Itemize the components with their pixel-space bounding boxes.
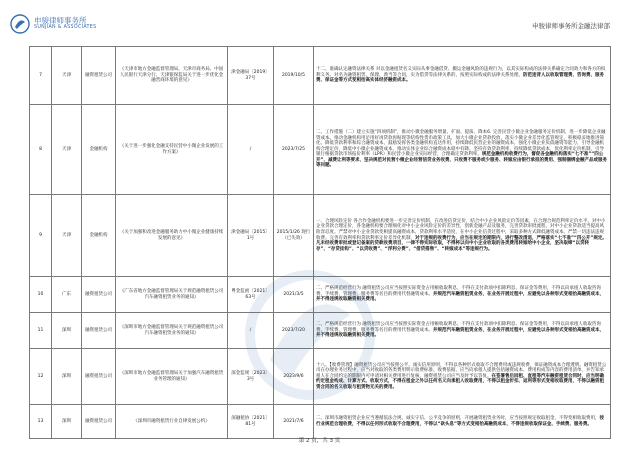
- provision-text: 二、工作措施（二）建立实施“四项机制”，推动小微金融服务增量、扩面、提质、降本6. 完善民营小微企业金融服务定价机制，进一步降低企业融资成本。推动金融机构用足用好再贷款再贴现等结构性货币政策工具，加大小微企业贷款投放，落实小微企业差异化监管规定，积极稳妥地推进简化、降低贷款利率和综合融资成本，鼓励发挥各类金融机构直达作用，持续降低民营企业的融资成本，强化小微企业负债融资等能力，引导金融机构合理定价，降低中小微企业融资成本，推动实体企业综合融资成本稳中有降。坚持有效贷款利率，持续降低贷款成本，优化利率定价机制，引导银行根据贷款市场报价利率（LPR）和民营小微企业实际经营，合理确定贷款利率。: [316, 129, 606, 158]
- page-header: [0, 0, 639, 44]
- row-number-cell: 12: [30, 349, 52, 405]
- regulation-table-body: [30, 47, 611, 439]
- table-row: [30, 105, 611, 195]
- provision-text: 一、合理风险定价 各合作金融机构要进一步完善定价机制，在改进信贷定价，结合中小企业风险定价等因素，在合理合规范利率定价水平。对中小企业贷款合理定价，各金融机构要合理细化对中小企业风险定价的差异性，创新金融产品及服务，完善贷款审批流程，对中小企业贷款适当提高风险容忍度。严禁对中小企业贷款变相提高融资成本，贷款利率水平适度，在中小企业信贷过程中，采取多种方式降低融资成本，严禁一切违法违规收费。完善有效利率和贷款利率定价差异化机制，: [316, 218, 606, 241]
- table-row: [30, 47, 611, 105]
- document-header-title: 申骏律师事务所金融法律部: [532, 22, 610, 30]
- provision-emphasis-text: 并规范汽车融资租赁业务，在业务开展过程中，应避免以各种形式变相抬高融资成本，并不得违规收取融资相关费用。: [316, 327, 604, 339]
- provision-text: 十八、【收费管理】融资租赁公司应当按照公平、诚实信用原则，不得以各种形式收取不合理费用或违规收费，保证融资成本合理透明。融资租赁公司在办理业务过程中，应当对收取的各类费用明示收费标准、收费依据，应当向承租人提供包括融资成本、费用构成等内容的费用清单，并告知承租人在合同约定的期限内可申请对相关费用进行复核，融资租赁公司应当及时予以答复。: [316, 362, 607, 379]
- region-cell: 天津: [52, 105, 82, 195]
- provision-emphasis-text: 规范金融机构收费行为，督促各金融机构落实“七不准”“四公开”、减费让利等要求，坚决规范对民营小微企业经营信贷业务收费、只收费不服务或少服务、转嫁应由银行承担的费用、强制捆绑金融产品或服务等问题。: [316, 152, 607, 169]
- provision-content-cell: [314, 277, 611, 313]
- firm-logo: [10, 14, 170, 36]
- provision-content-cell: [314, 313, 611, 349]
- document-number-cell: /: [228, 313, 274, 349]
- entity-type-cell: 金融机构: [82, 195, 116, 277]
- region-cell: 天津: [52, 195, 82, 277]
- document-number-cell: 津金融局〔2019〕37号: [228, 47, 274, 105]
- region-cell: 深圳: [52, 405, 82, 439]
- document-name-cell: 《关于加强和改进金融服务助力中小微企业健康持续发展的意见》: [116, 195, 228, 277]
- document-name-cell: 《关于进一步强化金融支持民营中小微企业发展的工作方案》: [116, 105, 228, 195]
- issue-date-cell: 2021/7/6: [274, 405, 314, 439]
- provision-content-cell: [314, 195, 611, 277]
- row-number-cell: 11: [30, 313, 52, 349]
- document-name-cell: 《深圳市融资租赁行业自律发展公约》: [116, 405, 228, 439]
- row-number-cell: 9: [30, 195, 52, 277]
- provision-emphasis-text: 并规范汽车融资租赁业务，在业务开展过程中，应避免以各种形式变相抬高融资成本，并不得违规收取融资相关费用。: [316, 291, 604, 303]
- firm-name-en: SUNJIAN & ASSOCIATES: [34, 25, 97, 30]
- issue-date-cell: 2021/3/5: [274, 277, 314, 313]
- entity-type-cell: 融资租赁公司: [82, 47, 116, 105]
- provision-text: 二、深圳市融资租赁企业应当遵循依法合规、诚实守信、公平竞争的原则，开展融资租赁业务时，应当按照规定收取租金，不得变相收取费用，: [316, 415, 600, 421]
- document-name-cell: 《深圳市地方金融监督管理局关于加强汽车融资租赁业务管理的通知》: [116, 349, 228, 405]
- entity-type-cell: 融资租赁公司: [82, 405, 116, 439]
- provision-content-cell: [314, 405, 611, 439]
- document-number-cell: 津金融局〔2015〕1号: [228, 195, 274, 277]
- document-number-cell: 粤金监函〔2021〕63号: [228, 277, 274, 313]
- regulation-table: [29, 46, 611, 439]
- row-number-cell: 7: [30, 47, 52, 105]
- issue-date-cell: 2015/1/26 现行（已失效）: [274, 195, 314, 277]
- document-name-cell: 《天津市地方金融监督管理局、天津市商务局、中国人民银行天津分行、天津银保监局关于进一步优化金融营商环境的意见》: [116, 47, 228, 105]
- table-row: [30, 277, 611, 313]
- provision-content-cell: [314, 105, 611, 195]
- entity-type-cell: 融资租赁公司: [82, 313, 116, 349]
- document-number-cell: 深融租协〔2021〕81号: [228, 405, 274, 439]
- row-number-cell: 10: [30, 277, 52, 313]
- firm-name-cn: 申骏律师事务所: [34, 16, 87, 25]
- regulation-table-container: [29, 46, 610, 439]
- table-row: [30, 195, 611, 277]
- issue-date-cell: 2023/9/6: [274, 349, 314, 405]
- provision-content-cell: [314, 349, 611, 405]
- entity-type-cell: 融资租赁公司: [82, 349, 116, 405]
- table-row: [30, 349, 611, 405]
- document-number-cell: 深金监规〔2023〕3号: [228, 349, 274, 405]
- row-number-cell: 13: [30, 405, 52, 439]
- document-number-cell: /: [228, 105, 274, 195]
- page-footer: 第 2 页，共 3 页: [298, 438, 341, 444]
- document-name-cell: 《广东省地方金融监督管理局关于规范融资租赁公司汽车融资租赁业务的通知》: [116, 277, 228, 313]
- region-cell: 深圳: [52, 313, 82, 349]
- issue-date-cell: 2019/10/5: [274, 47, 314, 105]
- provision-content-cell: [314, 47, 611, 105]
- provision-emphasis-text: 按行业规范合理收费，不得以任何形式收取不合理费用，不得以“砍头息”等方式变相抬高融资成本，不得违规收取保证金、手续费、服务费。: [316, 415, 604, 427]
- provision-text: 二、严格规范经营行为 融资租赁公司应当按照实际资金占用额收取利息，不得在支付款项中扣除利息、保证金等费用，不得以向承租人收取咨询费、手续费、管理费、服务费等名目的费用代替融资成本。: [316, 286, 601, 297]
- document-name-cell: 《深圳市地方金融监督管理局关于规范融资租赁公司汽车融资租赁业务的通知》: [116, 313, 228, 349]
- region-cell: 广东: [52, 277, 82, 313]
- table-row: [30, 405, 611, 439]
- region-cell: 天津: [52, 47, 82, 105]
- provision-text: 二、严格规范经营行为 融资租赁公司应当按照实际资金占用额收取利息，不得在支付款项中扣除利息、保证金等费用，不得以向承租人收取咨询费、手续费、管理费、服务费等名目的费用代替融资成本。: [316, 322, 601, 333]
- issue-date-cell: 2023/7/25: [274, 105, 314, 195]
- provision-text: 十二、准确认定融资法律关系 对以金融租赁名义实际从事金融借贷、搬运金融风险的违规行为，以其实际构成的法律关系确定合同效力和各方的权利义务。对名为融资租赁、保理、典当等合同，实为借贷等法律关系的，按照实际构成的法律关系处理，: [316, 67, 606, 78]
- row-number-cell: 8: [30, 105, 52, 195]
- region-cell: 深圳: [52, 349, 82, 405]
- entity-type-cell: 金融机构: [82, 105, 116, 195]
- provision-emphasis-text: 在签署售后回租、直租等汽车融资租赁合同时，应当明确约定租金构成、计算方式、收取方式，不得在租金之外以任何名义向承租人收取费用，不得以租金折扣、返利等形式变相收取费用，不得以融资租赁合同的名义收取与租赁物无关的费用。: [316, 373, 604, 390]
- firm-logo-icon: [10, 14, 30, 34]
- table-row: [30, 313, 611, 349]
- provision-emphasis-text: 防范违背人以收取管理费、咨询费、服务费、保证金等方式变相抬高实体经济融资成本。: [316, 72, 604, 84]
- entity-type-cell: 融资租赁公司: [82, 277, 116, 313]
- provision-emphasis-text: 对于违规的收费行为，应当在规定的期限内，进行整改清退，严格落实“七不准”“四公开”规定。凡未经收费审批或登记备案的贷款收费项目，一律不得实际收取，不得将以向中小企业收取的各类费用转嫁给中小企业，坚决取缔“以贷转存”、“存贷挂钩”、“以贷收费”、“浮利分费”、“借贷搭售”、“转嫁成本”等违规行为。: [316, 235, 607, 252]
- issue-date-cell: 2023/7/20: [274, 313, 314, 349]
